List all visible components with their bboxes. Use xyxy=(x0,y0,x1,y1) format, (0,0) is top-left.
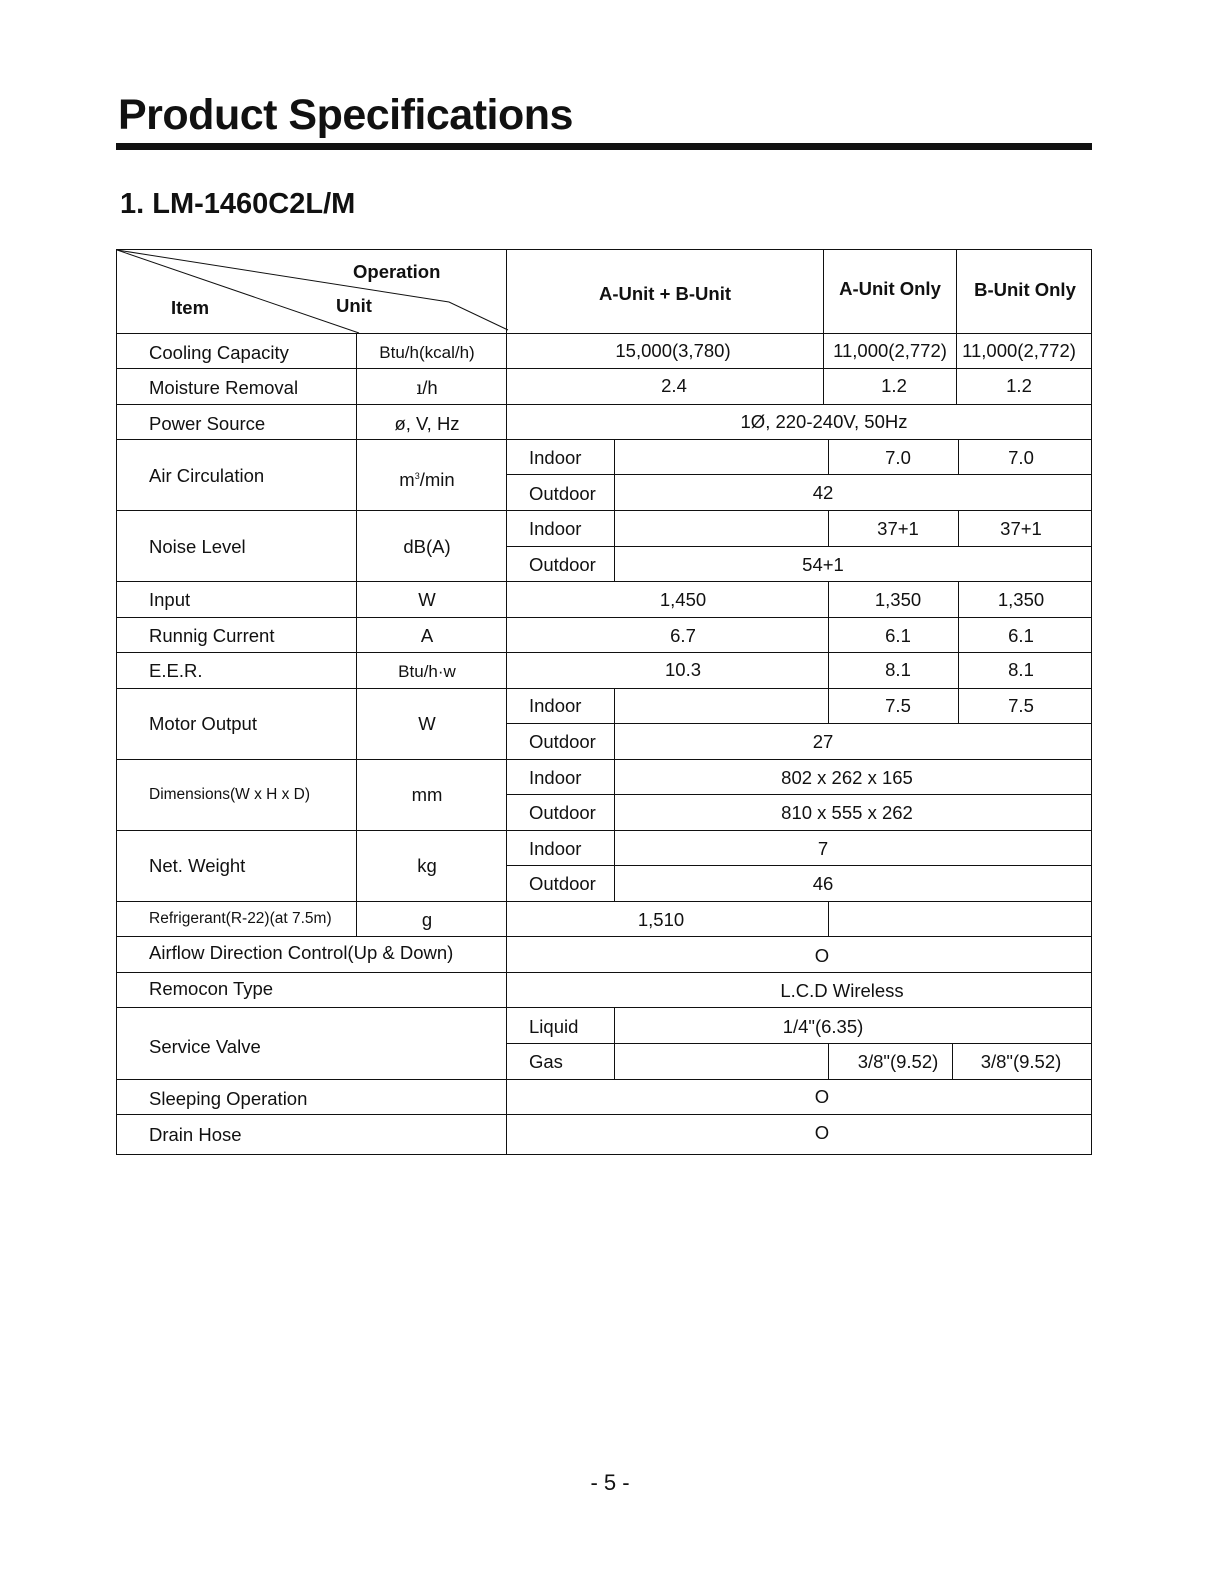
rule-cooling xyxy=(117,368,1092,369)
motor-indoor-b: 7.5 xyxy=(1008,695,1034,716)
dims-indoor: 802 x 262 x 165 xyxy=(781,767,913,788)
rule-col-a-gas xyxy=(828,1043,829,1079)
valve-gas-a: 3/8"(9.52) xyxy=(857,1051,939,1072)
eer-b: 8.1 xyxy=(1008,659,1034,680)
air-indoor-a: 7.0 xyxy=(885,447,911,468)
eer-a: 8.1 xyxy=(885,659,911,680)
input-a: 1,350 xyxy=(874,589,922,610)
drain-value: O xyxy=(814,1122,830,1143)
air-indoor-label: Indoor xyxy=(529,447,582,468)
eer-unit: Btu/h·w xyxy=(398,662,456,681)
air-outdoor: 42 xyxy=(812,482,834,503)
air-item: Air Circulation xyxy=(149,465,265,486)
rule-dims xyxy=(117,830,1092,831)
moisture-b: 1.2 xyxy=(1006,375,1032,396)
rule-sub-motor xyxy=(614,688,615,901)
rule-col-b-input xyxy=(958,581,959,688)
noise-outdoor: 54+1 xyxy=(802,554,844,575)
rule-airflow xyxy=(117,972,1092,973)
remocon-value: L.C.D Wireless xyxy=(780,980,904,1001)
rule-col-item xyxy=(356,333,357,937)
rule-header-bottom xyxy=(117,333,1092,334)
rule-valve-mid xyxy=(507,1043,1092,1044)
rule-col-a-noise xyxy=(828,510,829,546)
motor-indoor-label: Indoor xyxy=(529,695,582,716)
rule-col-b-header xyxy=(956,250,957,404)
rule-current xyxy=(117,652,1092,653)
dims-outdoor: 810 x 555 x 262 xyxy=(781,802,913,823)
rule-power xyxy=(117,439,1092,440)
sleeping-value: O xyxy=(814,1086,830,1107)
title-rule xyxy=(116,143,1092,150)
refrigerant-item: Refrigerant(R-22)(at 7.5m) xyxy=(149,910,332,927)
eer-item: E.E.R. xyxy=(149,660,203,681)
sleeping-item: Sleeping Operation xyxy=(149,1088,308,1109)
dims-item: Dimensions(W x H x D) xyxy=(149,786,311,803)
weight-indoor: 7 xyxy=(817,838,829,859)
rule-eer xyxy=(117,688,1092,689)
motor-outdoor: 27 xyxy=(812,731,834,752)
rule-noise-mid xyxy=(507,546,1092,547)
dims-outdoor-label: Outdoor xyxy=(529,802,596,823)
eer-ab: 10.3 xyxy=(664,659,702,680)
rule-moisture xyxy=(117,404,1092,405)
current-b: 6.1 xyxy=(1008,625,1034,646)
rule-refrigerant xyxy=(117,936,1092,937)
weight-unit: kg xyxy=(417,855,437,876)
spec-table xyxy=(116,249,1092,1155)
refrigerant-unit: g xyxy=(421,909,433,930)
header-a-plus-b: A-Unit + B-Unit xyxy=(598,283,732,304)
rule-col-b-motor xyxy=(958,688,959,724)
input-unit: W xyxy=(418,589,436,610)
rule-weight xyxy=(117,901,1092,902)
motor-item: Motor Output xyxy=(149,713,257,734)
header-b-only: B-Unit Only xyxy=(974,279,1076,300)
rule-col-b-gas xyxy=(952,1043,953,1079)
valve-liquid-label: Liquid xyxy=(529,1016,579,1037)
power-item: Power Source xyxy=(149,413,266,434)
moisture-a: 1.2 xyxy=(881,375,907,396)
rule-sub-valve xyxy=(614,1007,615,1079)
remocon-item: Remocon Type xyxy=(149,978,274,999)
rule-col-a-input xyxy=(828,581,829,688)
air-outdoor-label: Outdoor xyxy=(529,483,596,504)
cooling-b: 11,000(2,772) xyxy=(962,340,1076,361)
weight-outdoor-label: Outdoor xyxy=(529,873,596,894)
noise-outdoor-label: Outdoor xyxy=(529,554,596,575)
drain-item: Drain Hose xyxy=(149,1124,242,1145)
rule-col-a-header xyxy=(823,250,824,404)
rule-col-value xyxy=(506,250,507,1155)
moisture-item: Moisture Removal xyxy=(149,377,299,398)
rule-valve xyxy=(117,1079,1092,1080)
dims-unit: mm xyxy=(411,784,443,805)
air-indoor-b: 7.0 xyxy=(1008,447,1034,468)
rule-dims-mid xyxy=(507,794,1092,795)
weight-outdoor: 46 xyxy=(812,873,834,894)
air-unit xyxy=(399,465,454,491)
header-operation: Operation xyxy=(353,261,441,282)
input-item: Input xyxy=(149,589,191,610)
power-value: 1Ø, 220-240V, 50Hz xyxy=(740,411,908,432)
motor-indoor-a: 7.5 xyxy=(885,695,911,716)
rule-col-a-refrigerant xyxy=(828,901,829,937)
rule-noise xyxy=(117,581,1092,582)
noise-indoor-label: Indoor xyxy=(529,518,582,539)
rule-motor-mid xyxy=(507,723,1092,724)
model-heading: 1. LM-1460C2L/M xyxy=(120,188,356,220)
rule-air xyxy=(117,510,1092,511)
current-ab: 6.7 xyxy=(670,625,696,646)
cooling-a: 11,000(2,772) xyxy=(833,340,947,361)
refrigerant-value: 1,510 xyxy=(637,909,685,930)
air-unit-text: /min xyxy=(419,469,455,491)
valve-gas-label: Gas xyxy=(529,1051,563,1072)
current-a: 6.1 xyxy=(885,625,911,646)
rule-col-a-air xyxy=(828,439,829,475)
motor-unit: W xyxy=(418,713,436,734)
current-unit: A xyxy=(420,625,434,646)
valve-liquid: 1/4"(6.35) xyxy=(782,1016,864,1037)
noise-unit: dB(A) xyxy=(403,536,451,557)
valve-item: Service Valve xyxy=(149,1036,261,1057)
header-a-only: A-Unit Only xyxy=(839,278,941,299)
weight-indoor-label: Indoor xyxy=(529,838,582,859)
cooling-item: Cooling Capacity xyxy=(149,342,289,363)
moisture-unit-symbol: ı xyxy=(416,378,423,399)
input-ab: 1,450 xyxy=(659,589,707,610)
rule-weight-mid xyxy=(507,865,1092,866)
rule-input xyxy=(117,617,1092,618)
header-diagonal xyxy=(117,250,509,334)
cooling-ab: 15,000(3,780) xyxy=(615,340,731,361)
page-number: - 5 - xyxy=(590,1470,630,1495)
rule-motor xyxy=(117,759,1092,760)
rule-col-a-motor xyxy=(828,688,829,724)
noise-indoor-b: 37+1 xyxy=(1000,518,1042,539)
airflow-value: O xyxy=(814,945,830,966)
moisture-unit xyxy=(416,377,437,400)
header-item: Item xyxy=(171,297,210,318)
current-item: Runnig Current xyxy=(149,625,275,646)
valve-gas-b: 3/8"(9.52) xyxy=(980,1051,1062,1072)
rule-sleeping xyxy=(117,1114,1092,1115)
input-b: 1,350 xyxy=(997,589,1045,610)
cooling-unit: Btu/h(kcal/h) xyxy=(379,343,475,362)
air-unit-sup: 3 xyxy=(414,471,420,481)
motor-outdoor-label: Outdoor xyxy=(529,731,596,752)
page-title: Product Specifications xyxy=(118,91,573,139)
noise-indoor-a: 37+1 xyxy=(877,518,919,539)
power-unit: ø, V, Hz xyxy=(394,413,460,434)
air-unit-symbol: m xyxy=(399,469,415,491)
moisture-unit-text: /h xyxy=(422,377,438,398)
rule-sub-air xyxy=(614,439,615,581)
airflow-item: Airflow Direction Control(Up & Down) xyxy=(149,942,454,963)
dims-indoor-label: Indoor xyxy=(529,767,582,788)
rule-col-b-air xyxy=(958,439,959,475)
weight-item: Net. Weight xyxy=(149,855,246,876)
rule-col-b-noise xyxy=(958,510,959,546)
noise-item: Noise Level xyxy=(149,536,246,557)
rule-remocon xyxy=(117,1007,1092,1008)
rule-air-mid xyxy=(507,474,1092,475)
header-unit: Unit xyxy=(336,295,372,316)
moisture-ab: 2.4 xyxy=(661,375,687,396)
